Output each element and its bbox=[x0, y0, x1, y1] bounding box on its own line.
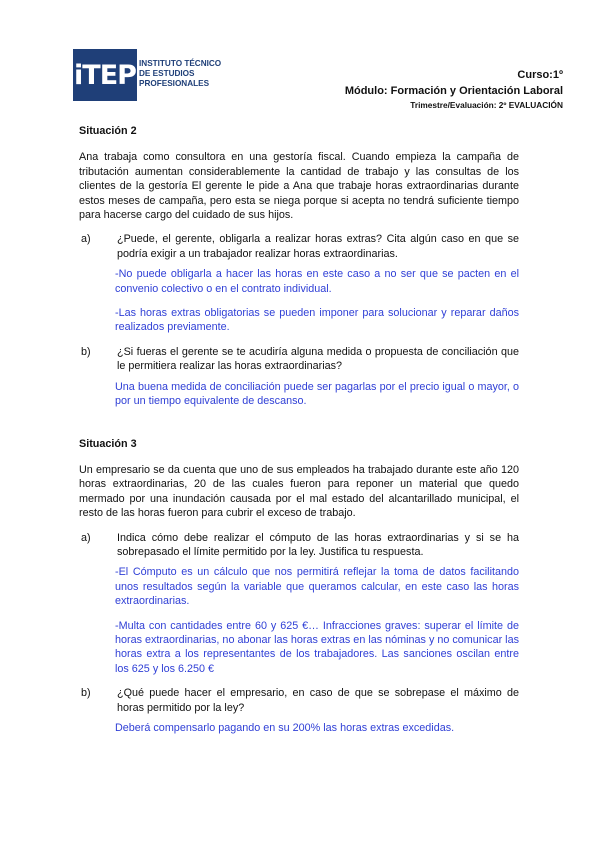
answer-text: -El Cómputo es un cálculo que nos permitirá reflejar la toma de datos facilitando unos resultados según la variable que queramos calcular, en este caso las horas extraordinarias. bbox=[115, 566, 519, 608]
question-text: Indica cómo debe realizar el cómputo de las horas extraordinarias y si se ha sobrepasado el límite permitido por la ley. Justifica tu respuesta. bbox=[117, 531, 519, 558]
answer-text: -Multa con cantidades entre 60 y 625 €… Infracciones graves: superar el límite de horas extraordinarias, no abonar las horas extras en las nóminas y no comunicar las horas extra a los representantes de los trabajadores. Las sanciones oscilan entre los 625 y los 6.250 € bbox=[115, 619, 519, 675]
question-text: ¿Qué puede hacer el empresario, en caso de que se sobrepase el máximo de horas permitido por la ley? bbox=[117, 687, 519, 714]
question-label: a) bbox=[81, 233, 91, 246]
term-label: Trimestre/Evaluación: 2º EVALUACIÓN bbox=[410, 100, 563, 110]
question-a bbox=[79, 232, 519, 261]
question-a bbox=[79, 531, 519, 560]
module-label: Módulo: Formación y Orientación Laboral bbox=[344, 85, 563, 97]
question-label: b) bbox=[81, 345, 91, 358]
answer-text: -No puede obligarla a hacer las horas en este caso a no ser que se pacten en el convenio colectivo o en el contrato individual. bbox=[115, 268, 519, 295]
document-header-info bbox=[345, 68, 563, 111]
situation-title: Situación 2 bbox=[79, 125, 137, 137]
question-label: a) bbox=[81, 531, 91, 544]
question-b bbox=[79, 686, 519, 715]
situation-title: Situación 3 bbox=[79, 437, 137, 450]
institute-name-line: INSTITUTO TÉCNICO bbox=[139, 59, 222, 68]
itep-logo-mark: iTEP bbox=[73, 49, 137, 101]
question-label: b) bbox=[81, 687, 91, 700]
answer-text: Deberá compensarlo pagando en su 200% las horas extras excedidas. bbox=[115, 722, 455, 734]
answer-text: -Las horas extras obligatorias se pueden imponer para solucionar y reparar daños realizados previamente. bbox=[115, 307, 519, 334]
document-body bbox=[79, 124, 519, 735]
question-text: ¿Puede, el gerente, obligarla a realizar horas extras? Cita algún caso en que se podría exigir a un trabajador realizar horas extraordinarias. bbox=[117, 233, 519, 260]
institute-name bbox=[139, 59, 239, 89]
course-label: Curso:1º bbox=[517, 69, 563, 81]
answer-text: Una buena medida de conciliación puede ser pagarlas por el precio igual o mayor, o por un tiempo equivalente de descanso. bbox=[115, 380, 519, 408]
situation-statement: Un empresario se da cuenta que uno de sus empleados ha trabajado durante este año 120 horas extraordinarias, 20 de las cuales fueron para reponer un material que quedo mermado por una inundación causada por el mal estado del alcantarillado municipal, el resto de las horas fueron para cubrir el exceso de trabajo. bbox=[79, 463, 519, 520]
institute-logo bbox=[73, 49, 233, 101]
situation-statement: Ana trabaja como consultora en una gestoría fiscal. Cuando empieza la campaña de tributación aumentan considerablemente la cantidad de trabajo y las consultas de los clientes de la gestoría El gerente le pide a Ana que trabaje horas extraordinarias durante estos meses de campaña, pero esta se niega porque si acepta no tendrá suficiente tiempo para hacerse cargo del cuidado de sus hijos. bbox=[79, 151, 519, 222]
question-text: ¿Si fueras el gerente se te acudiría alguna medida o propuesta de conciliación que le permitiera realizar las horas extraordinarias? bbox=[117, 345, 519, 373]
situation-2-section bbox=[79, 124, 519, 409]
institute-name-line: PROFESIONALES bbox=[139, 79, 210, 88]
situation-3-section bbox=[79, 437, 519, 736]
question-b bbox=[79, 345, 519, 374]
institute-name-line: DE ESTUDIOS bbox=[139, 69, 195, 78]
